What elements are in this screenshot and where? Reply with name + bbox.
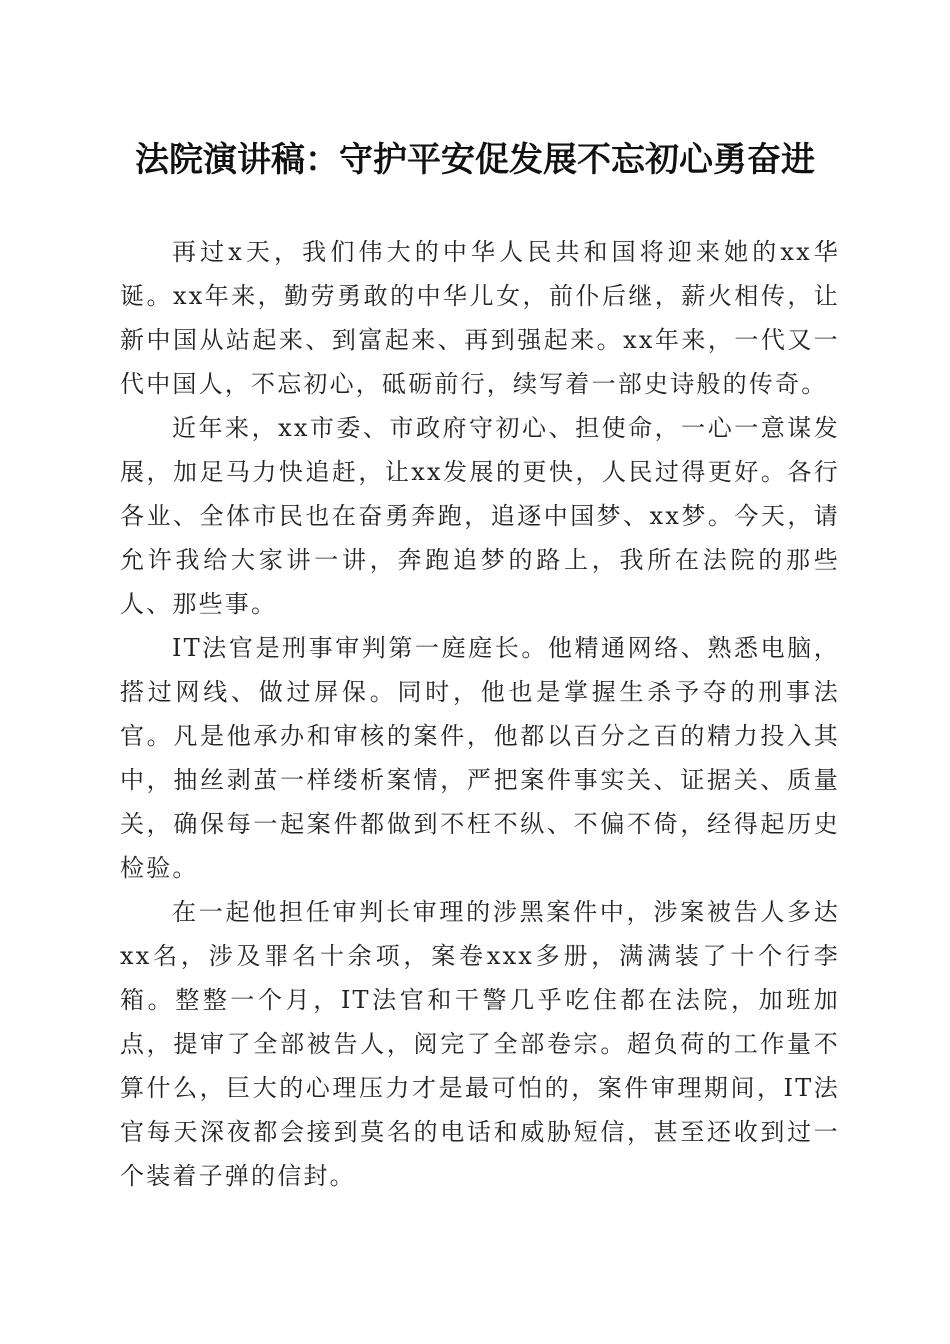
paragraph-2: 近年来，xx市委、市政府守初心、担使命，一心一意谋发展，加足马力快追赶，让xx发展的更快，人民过得更好。各行各业、全体市民也在奋勇奔跑，追逐中国梦、xx梦。今天，请允许我给大家讲一讲，奔跑追梦的路上，我所在法院的那些人、那些事。	[120, 414, 840, 618]
paragraph-3: IT法官是刑事审判第一庭庭长。他精通网络、熟悉电脑，搭过网线、做过屏保。同时，他也是掌握生杀予夺的刑事法官。凡是他承办和审核的案件，他都以百分之百的精力投入其中，抽丝剥茧一样缕析案情，严把案件事实关、证据关、质量关，确保每一起案件都做到不枉不纵、不偏不倚，经得起历史检验。	[120, 634, 840, 882]
document-title: 法院演讲稿：守护平安促发展不忘初心勇奋进	[135, 140, 815, 180]
paragraph-4: 在一起他担任审判长审理的涉黑案件中，涉案被告人多达xx名，涉及罪名十余项，案卷xxx多册，满满装了十个行李箱。整整一个月，IT法官和干警几乎吃住都在法院，加班加点，提审了全部被告人，阅完了全部卷宗。超负荷的工作量不算什么，巨大的心理压力才是最可怕的，案件审理期间，IT法官每天深夜都会接到莫名的电话和威胁短信，甚至还收到过一个装着子弹的信封。	[120, 898, 840, 1190]
paragraph-1: 再过x天，我们伟大的中华人民共和国将迎来她的xx华诞。xx年来，勤劳勇敢的中华儿女，前仆后继，薪火相传，让新中国从站起来、到富起来、再到强起来。xx年来，一代又一代中国人，不忘初心，砥砺前行，续写着一部史诗般的传奇。	[120, 238, 840, 398]
document-body	[120, 230, 840, 1198]
